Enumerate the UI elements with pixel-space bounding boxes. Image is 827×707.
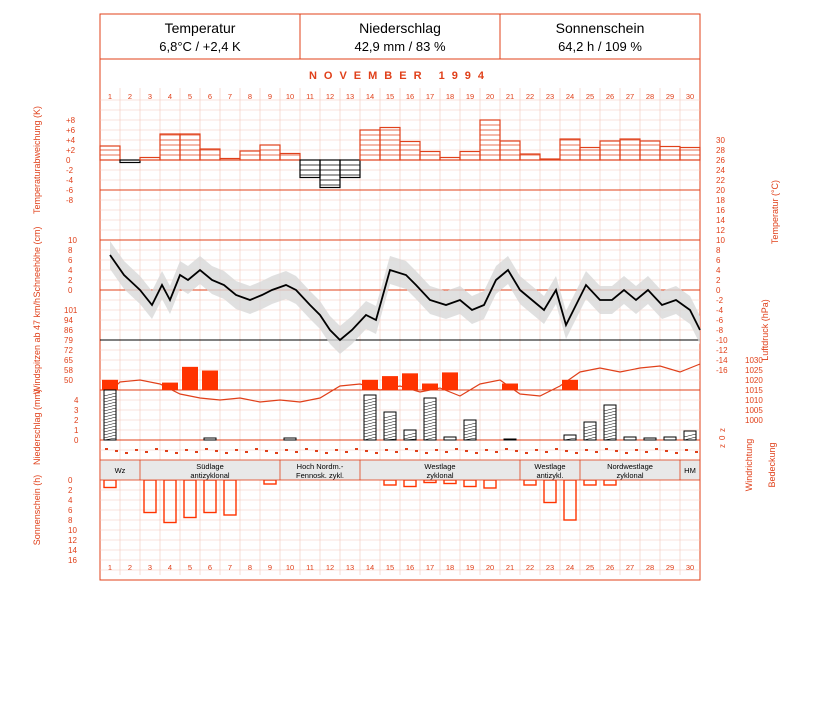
wind-tick: 79 [64, 336, 73, 345]
temperature-tick: -14 [716, 356, 728, 365]
sunshine-bar [104, 480, 116, 488]
wind-dir-dot [645, 451, 648, 453]
temp-dev-tick: +4 [66, 136, 76, 145]
day-label: 4 [167, 92, 173, 101]
precip-tick: 0 [74, 436, 79, 445]
wind-dir-dot [675, 452, 678, 454]
header-table [100, 14, 700, 59]
temp-dev-axis-label: Temperaturabweichung (K) [32, 105, 42, 215]
wind-axis-label: Windspitzen ab 47 km/h [32, 297, 42, 395]
temp-dev-bar [400, 142, 420, 161]
precip-value: 42,9 mm / 83 % [354, 39, 446, 54]
day-label: 8 [247, 92, 253, 101]
temperature-tick: 16 [716, 206, 725, 215]
weather-type-label: HM [684, 466, 696, 475]
wind-bar [102, 380, 118, 390]
temp-dev-bar [320, 160, 340, 188]
day-label: 14 [365, 563, 375, 572]
pressure-tick: 1000 [745, 416, 763, 425]
sunshine-bar [404, 480, 416, 487]
sunshine-tick: 0 [68, 476, 73, 485]
wind-dir-dot [425, 452, 428, 454]
temp-dev-bar [200, 149, 220, 160]
sun-value: 64,2 h / 109 % [558, 39, 642, 54]
day-label: 29 [665, 92, 675, 101]
temperature-tick: 26 [716, 156, 725, 165]
sunshine-bar [524, 480, 536, 485]
day-label: 9 [267, 92, 273, 101]
precip-bar [444, 437, 456, 440]
snow-tick: 8 [68, 246, 73, 255]
temp-dev-bar [620, 139, 640, 160]
temp-dev-bar [680, 148, 700, 161]
day-label: 9 [267, 563, 273, 572]
temp-dev-bar [500, 141, 520, 160]
wind-dir-dot [415, 450, 418, 452]
day-label: 27 [625, 563, 635, 572]
temperature-tick: 8 [716, 246, 721, 255]
day-label: 21 [505, 92, 515, 101]
temperature-tick: 6 [716, 256, 721, 265]
wind-dir-dot [575, 452, 578, 454]
day-label: 14 [365, 92, 375, 101]
day-label: 23 [545, 563, 555, 572]
wind-tick: 50 [64, 376, 73, 385]
wind-dir-dot [115, 450, 118, 452]
sunshine-bar [264, 480, 276, 484]
day-label: 15 [385, 92, 395, 101]
snow-tick: 0 [68, 286, 73, 295]
wind-dir-dot [365, 450, 368, 452]
wind-dir-dot [165, 450, 168, 452]
day-label: 17 [425, 92, 435, 101]
pressure-tick: 1010 [745, 396, 763, 405]
snow-axis-label: Schneehöhe (cm) [32, 226, 42, 298]
temp-value: 6,8°C / +2,4 K [159, 39, 241, 54]
pressure-tick: 1005 [745, 406, 763, 415]
wind-dir-dot [175, 452, 178, 454]
wind-dir-dot [465, 450, 468, 452]
temp-dev-tick: -6 [66, 186, 74, 195]
wind-tick: 58 [64, 366, 73, 375]
wind-dir-dot [155, 448, 158, 450]
wind-dir-dot [185, 449, 188, 451]
sunshine-axis-label: Sonnenschein (h) [32, 474, 42, 546]
temp-dev-bar [580, 148, 600, 161]
sunshine-bar [384, 480, 396, 485]
snow-tick: 10 [68, 236, 77, 245]
day-label: 30 [685, 563, 695, 572]
temp-dev-bar [100, 146, 120, 160]
temp-dev-tick: -2 [66, 166, 74, 175]
sunshine-tick: 8 [68, 516, 73, 525]
temp-dev-bar [120, 160, 140, 163]
temp-range-band [110, 241, 700, 354]
day-label: 8 [247, 563, 253, 572]
wind-bar [162, 383, 178, 390]
sunshine-bar [484, 480, 496, 488]
temperature-tick: -12 [716, 346, 728, 355]
wind-dir-dot [585, 449, 588, 451]
temperature-tick: 12 [716, 226, 725, 235]
snow-tick: 4 [68, 266, 73, 275]
day-label: 11 [306, 563, 314, 572]
day-label: 21 [505, 563, 515, 572]
day-label: 23 [545, 92, 555, 101]
wind-bar [362, 380, 378, 390]
temp-dev-bar [540, 159, 560, 160]
sunshine-bar [164, 480, 176, 523]
temp-dev-bar [420, 152, 440, 161]
wind-dir-axis-label: Windrichtung [744, 438, 754, 492]
precip-bar [664, 437, 676, 440]
cloud-axis-label: Bedeckung [767, 442, 777, 488]
wind-dir-dot [555, 448, 558, 450]
wind-tick: 101 [64, 306, 78, 315]
temperature-tick: -4 [716, 306, 724, 315]
temp-dev-bar [600, 141, 620, 160]
temperature-tick: 10 [716, 236, 725, 245]
weather-type-label: Fennosk. zykl. [296, 471, 344, 480]
weather-type-label: Westlage [424, 462, 456, 471]
day-label: 2 [127, 92, 133, 101]
day-label: 13 [345, 563, 355, 572]
wind-dir-dot [235, 449, 238, 451]
weather-type-row [100, 460, 700, 480]
sunshine-bar [544, 480, 556, 503]
sunshine-bar [444, 480, 456, 484]
wind-dir-dot [485, 449, 488, 451]
temp-dev-bar [460, 152, 480, 161]
precip-axis-label: Niederschlag (mm) [32, 388, 42, 466]
wind-dir-dot [215, 450, 218, 452]
wind-dir-dot [545, 451, 548, 453]
day-label: 30 [685, 92, 695, 101]
wind-dir-dot [265, 450, 268, 452]
precip-bar [624, 437, 636, 440]
day-label: 1 [107, 563, 113, 572]
wind-bar [382, 376, 398, 390]
day-label: 19 [465, 92, 475, 101]
day-label: 18 [445, 92, 455, 101]
wind-dir-dot [335, 449, 338, 451]
weather-type-label: Hoch Nordm.- [296, 462, 344, 471]
wind-dir-dot [605, 448, 608, 450]
sunshine-bar [204, 480, 216, 513]
wind-dir-dot [455, 448, 458, 450]
sunshine-tick: 4 [68, 496, 73, 505]
sun-name: Sonnenschein [555, 20, 645, 36]
wind-dir-dot [535, 449, 538, 451]
precip-tick: 4 [74, 396, 79, 405]
weather-type-label: Wz [114, 466, 126, 475]
precip-tick: 3 [74, 406, 79, 415]
wind-dir-dot [125, 452, 128, 454]
wind-dir-dot [275, 452, 278, 454]
weather-type-label: antizyklonal [190, 471, 230, 480]
temperature-tick: 18 [716, 196, 725, 205]
day-label: 26 [605, 92, 615, 101]
wind-dir-dot [245, 451, 248, 453]
snow-tick: 6 [68, 256, 73, 265]
wind-bar [442, 372, 458, 390]
temperature-axis-label: Temperatur (°C) [770, 179, 780, 245]
day-label: 3 [147, 563, 153, 572]
temperature-tick: 0 [716, 286, 721, 295]
wind-bar [402, 373, 418, 390]
temperature-tick: 24 [716, 166, 725, 175]
day-label: 16 [405, 563, 415, 572]
day-label: 4 [167, 563, 173, 572]
wind-dir-dot [665, 450, 668, 452]
sunshine-tick: 2 [68, 486, 73, 495]
temp-dev-tick: +6 [66, 126, 76, 135]
temp-dev-tick: -8 [66, 196, 74, 205]
wind-dir-dot [505, 448, 508, 450]
wind-tick: 65 [64, 356, 73, 365]
precip-tick: 2 [74, 416, 79, 425]
temperature-tick: -10 [716, 336, 728, 345]
day-label: 20 [485, 563, 495, 572]
day-label: 15 [385, 563, 395, 572]
wind-dir-dot [305, 448, 308, 450]
day-label: 12 [325, 92, 335, 101]
temp-dev-bar [220, 159, 240, 161]
day-label: 10 [285, 92, 295, 101]
wind-dir-dot [135, 449, 138, 451]
temperature-tick: 2 [716, 276, 721, 285]
wind-tick: 72 [64, 346, 73, 355]
weather-type-label: Südlage [196, 462, 224, 471]
wind-bar [182, 367, 198, 390]
precip-bar [204, 438, 216, 440]
pressure-axis-label: Luftdruck (hPa) [760, 299, 770, 361]
grid [100, 88, 700, 575]
weather-type-label: antizykl. [536, 471, 564, 480]
wind-dir-dot [315, 450, 318, 452]
temp-dev-bar [560, 139, 580, 160]
day-label: 12 [325, 563, 335, 572]
day-label: 16 [405, 92, 415, 101]
temp-dev-tick: -4 [66, 176, 74, 185]
temp-dev-bar [160, 134, 180, 160]
temperature-tick: 4 [716, 266, 721, 275]
day-label: 24 [565, 563, 575, 572]
precip-tick: 1 [74, 426, 79, 435]
day-label: 6 [207, 92, 213, 101]
wind-bar [562, 380, 578, 390]
snow-tick: 2 [68, 276, 73, 285]
wind-dir-dot [525, 452, 528, 454]
precip-bar [504, 439, 516, 440]
temperature-tick: -8 [716, 326, 724, 335]
temp-dev-tick: +8 [66, 116, 76, 125]
sunshine-tick: 6 [68, 506, 73, 515]
day-label: 3 [147, 92, 153, 101]
sunshine-tick: 14 [68, 546, 77, 555]
temp-dev-bar [640, 141, 660, 160]
month-title: NOVEMBER 1994 [308, 70, 492, 82]
wind-dir-dot [355, 448, 358, 450]
precip-bar [284, 438, 296, 440]
temp-dev-bar [660, 147, 680, 161]
temp-dev-bar [180, 134, 200, 160]
temperature-tick: -16 [716, 366, 728, 375]
wind-tick: 94 [64, 316, 73, 325]
day-label: 19 [465, 563, 475, 572]
day-label: 25 [585, 563, 595, 572]
wind-dir-dot [375, 452, 378, 454]
sunshine-bar [144, 480, 156, 513]
wind-bar [202, 371, 218, 390]
day-label: 11 [306, 92, 314, 101]
wind-dir-dot [615, 450, 618, 452]
temp-dev-tick: 0 [66, 156, 71, 165]
wind-dir-dot [655, 448, 658, 450]
wind-tick: 86 [64, 326, 73, 335]
wind-dir-dot [625, 452, 628, 454]
snow-shading [110, 241, 700, 354]
temperature-tick: -6 [716, 316, 724, 325]
day-label: 7 [227, 92, 233, 101]
temp-name: Temperatur [164, 20, 236, 36]
day-label: 10 [285, 563, 295, 572]
pressure-tick: 1030 [745, 356, 763, 365]
wind-dir-dot [495, 451, 498, 453]
wind-dir-dot [515, 450, 518, 452]
temperature-tick: -2 [716, 296, 724, 305]
wind-dir-dot [285, 449, 288, 451]
wind-bar [422, 384, 438, 390]
day-label: 6 [207, 563, 213, 572]
wind-dir-dot [195, 451, 198, 453]
wind-dir-dot [445, 451, 448, 453]
wind-dir-dot [255, 448, 258, 450]
day-label: 13 [345, 92, 355, 101]
temp-dev-bar [260, 145, 280, 160]
wind-dir-dot [475, 452, 478, 454]
wind-dir-dot [595, 451, 598, 453]
temperature-tick: 14 [716, 216, 725, 225]
wind-dir-dot [385, 449, 388, 451]
day-label: 25 [585, 92, 595, 101]
wind-dir-dot [105, 448, 108, 450]
day-label: 24 [565, 92, 575, 101]
precip-bar [644, 438, 656, 440]
day-label: 18 [445, 563, 455, 572]
day-label: 28 [645, 92, 655, 101]
pressure-tick: 1015 [745, 386, 763, 395]
precip-bar [464, 420, 476, 440]
sunshine-bar [584, 480, 596, 485]
day-label: 7 [227, 563, 233, 572]
wind-dir-dot [405, 448, 408, 450]
wind-dir-dot [145, 451, 148, 453]
temp-dev-bar [280, 154, 300, 161]
side-tick: 0 [718, 435, 727, 440]
pressure-tick: 1025 [745, 366, 763, 375]
wind-dir-dot [395, 451, 398, 453]
weather-type-label: Westlage [534, 462, 566, 471]
wind-dir-dot [325, 452, 328, 454]
temperature-tick: 30 [716, 136, 725, 145]
temp-dev-bar [240, 151, 260, 160]
wind-dir-dot [635, 449, 638, 451]
sunshine-tick: 16 [68, 556, 77, 565]
side-tick: z [718, 444, 727, 448]
wind-dir-dot [685, 449, 688, 451]
wind-dir-dot [435, 449, 438, 451]
day-label: 20 [485, 92, 495, 101]
temp-dev-bar [140, 158, 160, 161]
day-label: 26 [605, 563, 615, 572]
temperature-tick: 28 [716, 146, 725, 155]
temp-dev-bar [440, 158, 460, 161]
day-label: 17 [425, 563, 435, 572]
day-label: 5 [187, 92, 193, 101]
temperature-tick: 22 [716, 176, 725, 185]
sunshine-tick: 12 [68, 536, 77, 545]
day-label: 27 [625, 92, 635, 101]
day-label: 22 [525, 563, 535, 572]
sunshine-bar [184, 480, 196, 518]
precip-name: Niederschlag [359, 20, 441, 36]
day-label: 5 [187, 563, 193, 572]
sunshine-bar [604, 480, 616, 485]
sunshine-tick: 10 [68, 526, 77, 535]
weather-type-label: zyklonal [616, 471, 644, 480]
day-label: 2 [127, 563, 133, 572]
wind-dir-dot [295, 451, 298, 453]
day-label: 28 [645, 563, 655, 572]
wind-dir-dot [345, 451, 348, 453]
day-label: 29 [665, 563, 675, 572]
pressure-tick: 1020 [745, 376, 763, 385]
wind-dir-dot [205, 448, 208, 450]
temperature-tick: 20 [716, 186, 725, 195]
wind-dir-dot [225, 452, 228, 454]
wind-dir-dot [565, 450, 568, 452]
day-label: 22 [525, 92, 535, 101]
weather-type-label: Nordwestlage [607, 462, 653, 471]
wind-bar [502, 384, 518, 390]
weather-type-label: zyklonal [426, 471, 454, 480]
side-tick: z [718, 428, 727, 432]
wind-dir-dot [695, 451, 698, 453]
sunshine-bar [464, 480, 476, 487]
day-label: 1 [107, 92, 113, 101]
temp-dev-tick: +2 [66, 146, 76, 155]
